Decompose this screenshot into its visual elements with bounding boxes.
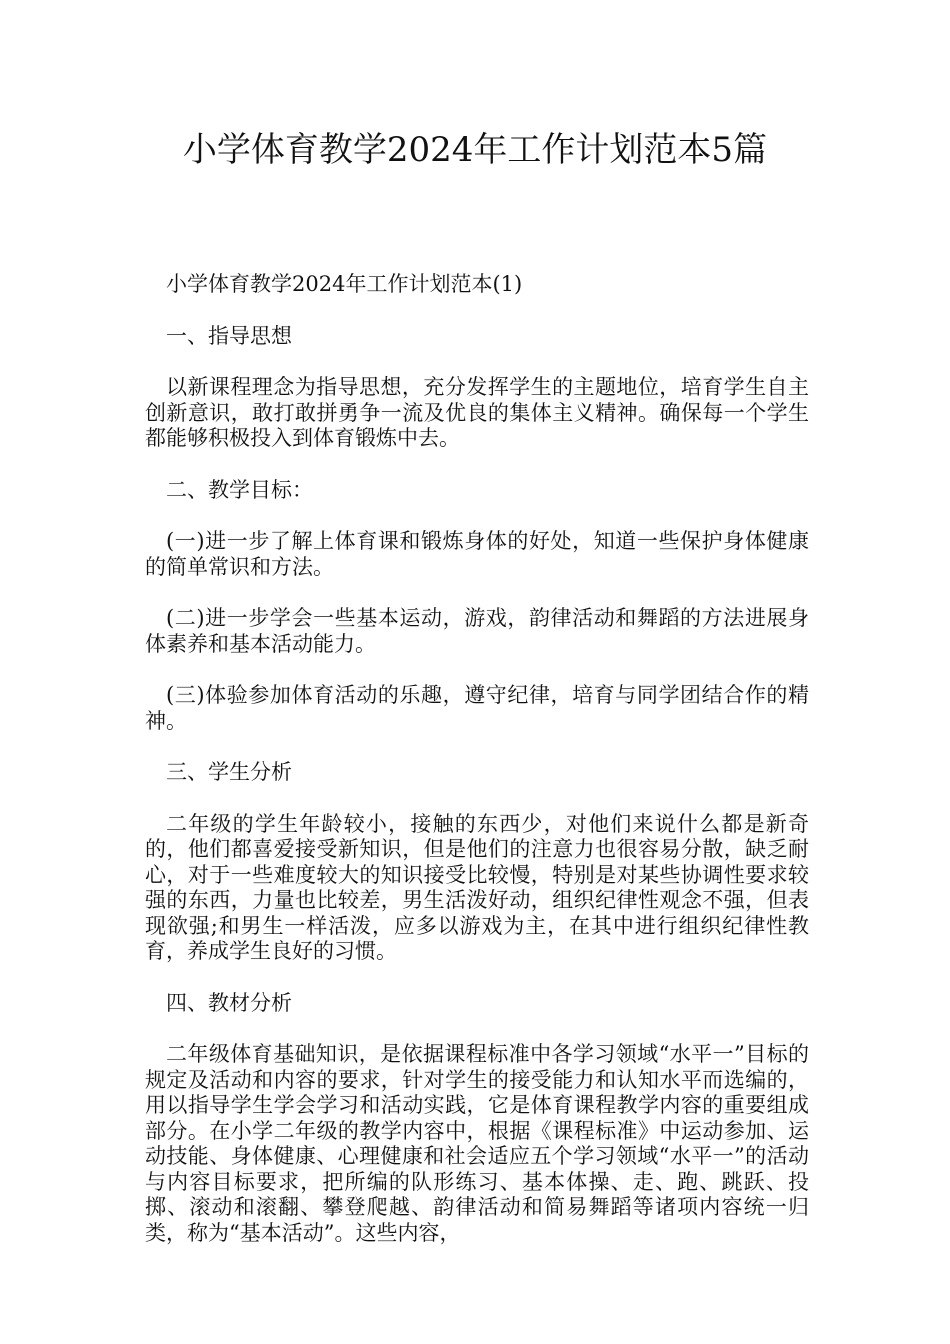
section-heading-material-analysis: 四、教材分析 [166, 990, 292, 1015]
section-subtitle: 小学体育教学2024年工作计划范本(1) [166, 272, 523, 296]
paragraph-goal-3: (三)体验参加体育活动的乐趣，遵守纪律，培育与同学团结合作的精神。 [145, 683, 809, 733]
paragraph-guiding-thought: 以新课程理念为指导思想，充分发挥学生的主题地位，培育学生自主创新意识，敢打敢拼勇争一流及优良的集体主义精神。确保每一个学生都能够积极投入到体育锻炼中去。 [145, 375, 809, 450]
section-heading-guiding-thought: 一、指导思想 [166, 323, 292, 348]
section-heading-teaching-goals: 二、教学目标： [166, 477, 313, 502]
paragraph-goal-2: (二)进一步学会一些基本运动，游戏，韵律活动和舞蹈的方法进展身体素养和基本活动能力。 [145, 606, 809, 656]
paragraph-student-analysis: 二年级的学生年龄较小，接触的东西少，对他们来说什么都是新奇的，他们都喜爱接受新知识，但是他们的注意力也很容易分散，缺乏耐心，对于一些难度较大的知识接受比较慢，特别是对某些协调性要求较强的东西，力量也比较差，男生活泼好动，组织纪律性观念不强，但表现欲强;和男生一样活泼，应多以游戏为主，在其中进行组织纪律性教育，养成学生良好的习惯。 [145, 811, 809, 963]
section-heading-student-analysis: 三、学生分析 [166, 760, 292, 784]
paragraph-goal-1: (一)进一步了解上体育课和锻炼身体的好处，知道一些保护身体健康的简单常识和方法。 [145, 529, 809, 579]
paragraph-material-analysis: 二年级体育基础知识，是依据课程标准中各学习领域“水平一”目标的规定及活动和内容的要求，针对学生的接受能力和认知水平而选编的，用以指导学生学会学习和活动实践，它是体育课程教学内容的重要组成部分。在小学二年级的教学内容中，根据《课程标准》中运动参加、运动技能、身体健康、心理健康和社会适应五个学习领域“水平一”的活动与内容目标要求，把所编的队形练习、基本体操、走、跑、跳跃、投掷、滚动和滚翻、攀登爬越、韵律活动和简易舞蹈等诸项内容统一归类，称为“基本活动”。这些内容， [145, 1042, 809, 1245]
document-body [145, 272, 809, 1246]
document-title: 小学体育教学2024年工作计划范本5篇 [182, 130, 768, 170]
